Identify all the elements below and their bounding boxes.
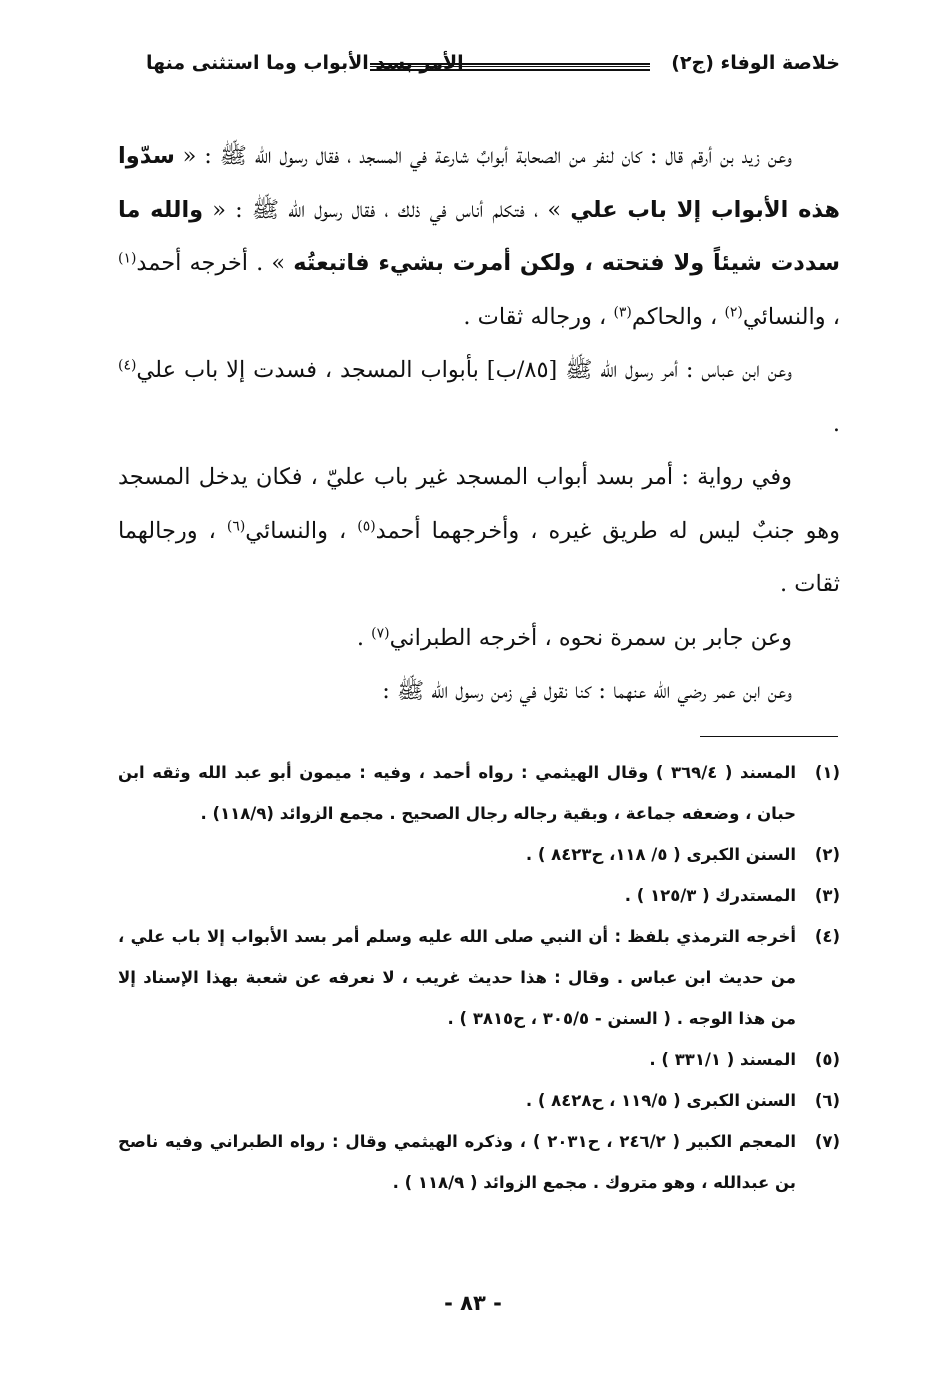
footnote-text: المستدرك ( ١٢٥/٣ ) .: [624, 886, 796, 905]
footnote-number: (٦): [814, 1091, 840, 1110]
footnote-text: المسند ( ٣٦٩/٤ ) وقال الهيثمي : رواه أحمد ، وفيه : ميمون أبو عبد الله وثقه ابن حبان ، وضعفه جماعة ، وبقية رجاله رجال الصحيح . مجمع الزوائد (١١٨/٩) .: [118, 763, 796, 823]
text-run: ، والحاكم: [631, 303, 725, 330]
paragraph: [118, 451, 840, 612]
footnote-item: [118, 1080, 840, 1121]
text-run: وعن زيد بن أرقم قال : كان لنفر من الصحابة أبوابٌ شارعة في المسجد ، فقال رسول الله ﷺ : «: [174, 143, 793, 169]
text-run: ، والنسائي: [245, 517, 358, 544]
footnote-text: السنن الكبرى ( ٥/ ١١٨، ح٨٤٢٣ ) .: [525, 845, 796, 864]
text-run: .: [356, 624, 372, 651]
footnote-number: (١): [814, 763, 840, 782]
footnote-text: المعجم الكبير ( ٢٤٦/٢ ، ح٢٠٣١ ) ، وذكره الهيثمي وقال : رواه الطبراني وفيه ناصح بن عبدالله ، وهو متروك . مجمع الزوائد ( ١١٨/٩ ) .: [118, 1132, 796, 1192]
footnote-item: [118, 1121, 840, 1203]
footnote-ref[interactable]: (١): [118, 250, 137, 267]
text-run: وعن ابن عباس : أمر رسول الله ﷺ [٨٥/ب] بأبواب المسجد ، فسدت إلا باب علي: [136, 357, 793, 383]
text-run: ، والنسائي: [742, 303, 840, 330]
footnote-number: (٢): [814, 845, 840, 864]
footnotes: [118, 752, 840, 1203]
page-number: - ٨٣ -: [444, 1291, 502, 1315]
text-run: ، ورجاله ثقات .: [463, 303, 614, 330]
book-title: خلاصة الوفاء (ج٢): [671, 52, 840, 74]
footnote-text: أخرجه الترمذي بلفظ : أن النبي صلى الله عليه وسلم أمر بسد الأبواب إلا باب علي ، من حديث ابن عباس . وقال : هذا حديث غريب ، لا نعرفه عن شعبة بهذا الإسناد إلا من هذا الوجه . ( السنن - ٣٠٥/٥ ، ح٣٨١٥ ) .: [118, 927, 796, 1028]
footnote-ref[interactable]: (٦): [226, 517, 246, 534]
chapter-title: الأمر بسد الأبواب وما استثنى منها: [146, 52, 464, 74]
footnote-separator: [700, 736, 838, 737]
footnote-ref[interactable]: (٢): [724, 303, 743, 320]
hadith-quote: والله ما سددت شيئاً ولا فتحته ، ولكن أمرت بشيء فاتبعتُه: [118, 196, 840, 276]
footnote-item: [118, 834, 840, 875]
footnote-item: [118, 1039, 840, 1080]
footnote-ref[interactable]: (٤): [118, 357, 137, 374]
paragraph: [118, 612, 840, 666]
footnote-ref[interactable]: (٣): [613, 303, 632, 320]
text-run: ، ورجالهما ثقات .: [118, 517, 840, 597]
footnote-item: [118, 752, 840, 834]
footnote-ref[interactable]: (٧): [371, 624, 390, 641]
paragraph: [118, 344, 840, 451]
footnote-number: (٥): [814, 1050, 840, 1069]
running-header: [118, 48, 840, 88]
text-run: » . أخرجه أحمد: [136, 250, 294, 276]
text-run: وعن جابر بن سمرة نحوه ، أخرجه الطبراني: [389, 624, 792, 651]
paragraph: وعن ابن عمر رضي الله عنهما : كنا نقول في زمن رسول الله ﷺ :: [382, 678, 792, 704]
footnote-item: [118, 875, 840, 916]
main-text: [118, 130, 840, 719]
text-run: وفي رواية : أمر بسد أبواب المسجد غير باب عليّ ، فكان يدخل المسجد وهو جنبٌ ليس له طريق غيره ، وأخرجهما أحمد: [118, 464, 841, 544]
footnote-ref[interactable]: (٥): [357, 517, 376, 534]
footnote-text: السنن الكبرى ( ١١٩/٥ ، ح٨٤٢٨ ) .: [525, 1091, 796, 1110]
text-run: .: [832, 410, 840, 437]
footnote-text: المسند ( ٣٣١/١ ) .: [649, 1050, 796, 1069]
hadith-quote: سدّوا هذه الأبواب إلا باب علي: [118, 143, 840, 223]
footnote-number: (٧): [814, 1132, 840, 1151]
footnote-number: (٣): [814, 886, 840, 905]
text-run: » ، فتكلم أناس في ذلك ، فقال رسول الله ﷺ : «: [203, 196, 571, 223]
paragraph: [118, 130, 840, 344]
footnote-item: [118, 916, 840, 1039]
footnote-number: (٤): [814, 927, 840, 946]
